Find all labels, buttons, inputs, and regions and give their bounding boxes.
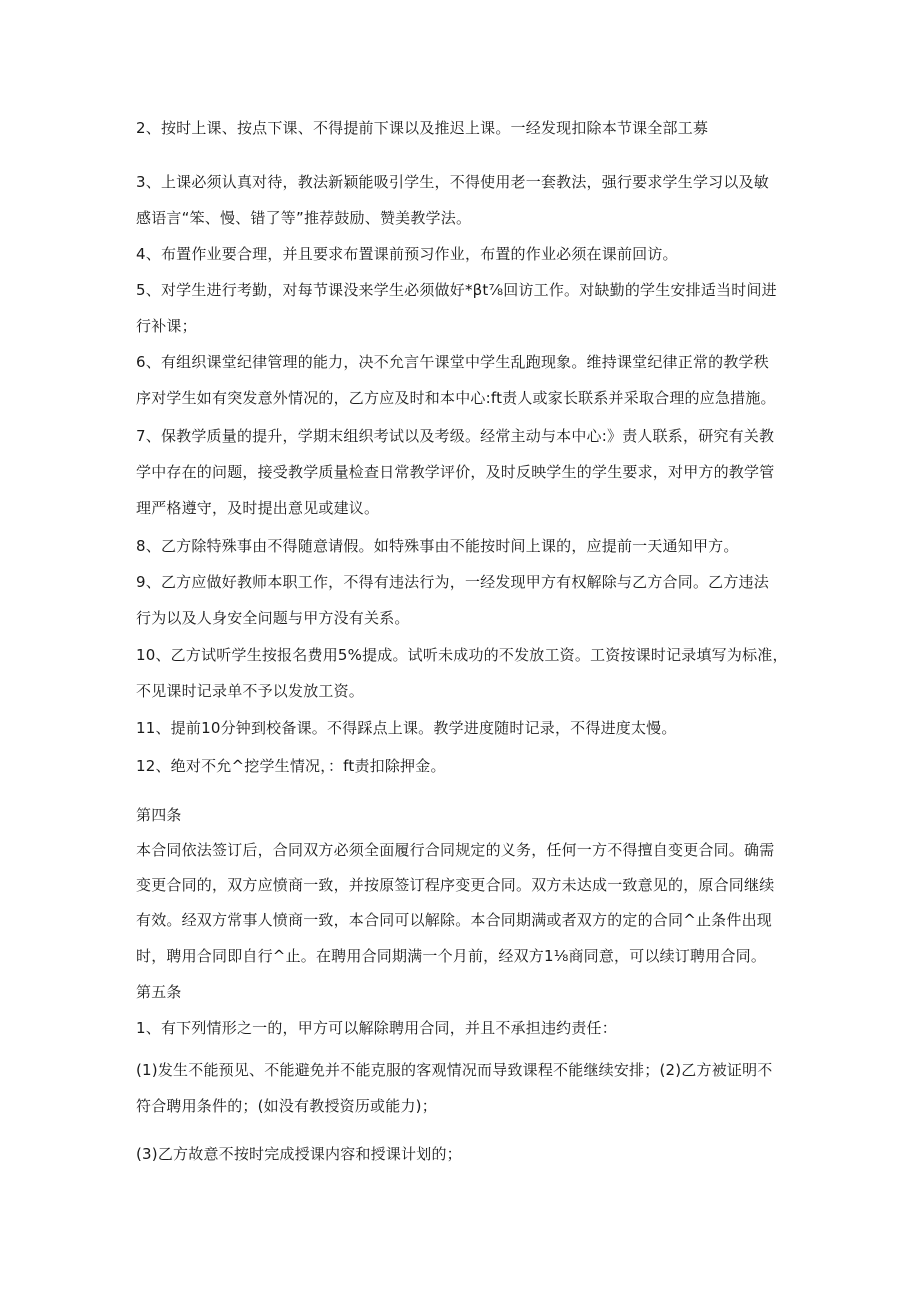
article-5-sub-1-2-line-1: (1)发生不能预见、不能避免并不能克服的客观情况而导致课程不能继续安排；(2)乙方被证明不 (136, 1061, 773, 1079)
clause-5-line-2: 行补课； (136, 317, 197, 335)
clause-6-line-1: 6、有组织课堂纪律管理的能力，决不允言午课堂中学生乱跑现象。维持课堂纪律正常的教学秩 (136, 353, 769, 371)
clause-3-line-1: 3、上课必须认真对待，教法新颖能吸引学生，不得使用老一套教法，强行要求学生学习以及敏 (136, 173, 769, 191)
clause-9-line-2: 行为以及人身安全问题与甲方没有关系。 (136, 609, 410, 627)
article-5-heading: 第五条 (136, 983, 182, 1001)
clause-12-line-1: 12、绝对不允^挖学生情况，：ft责扣除押金。 (136, 757, 446, 775)
clause-3-line-2: 感语言“笨、慢、错了等”推荐鼓励、赞美教学法。 (136, 209, 472, 227)
article-5-sub-3: (3)乙方故意不按时完成授课内容和授课计划的； (136, 1145, 462, 1163)
article-4-line-2: 变更合同的，双方应愤商一致，并按原签订程序变更合同。双方未达成一致意见的，原合同继续 (136, 876, 775, 894)
article-4-line-3: 有效。经双方常事人愤商一致，本合同可以解除。本合同期满或者双方的定的合同^止条件出现 (136, 911, 772, 929)
clause-5-line-1: 5、对学生进行考勤，对每节课没来学生必须做好*βt⅞回访工作。对缺勤的学生安排适当时间进 (136, 281, 777, 299)
article-4-line-1: 本合同依法签订后，合同双方必须全面履行合同规定的义务，任何一方不得擅自变更合同。确需 (136, 841, 775, 859)
article-4-line-4: 时，聘用合同即自行^止。在聘用合同期满一个月前，经双方1⅛商同意，可以续订聘用合同。 (136, 947, 767, 965)
clause-10-line-2: 不见课时记录单不予以发放工资。 (136, 682, 365, 700)
clause-6-line-2: 序对学生如有突发意外情况的，乙方应及时和本中心:ft责人或家长联系并采取合理的应急措施。 (136, 389, 776, 407)
clause-8-line-1: 8、乙方除特殊事由不得随意请假。如特殊事由不能按时间上课的，应提前一天通知甲方。 (136, 537, 739, 555)
clause-7-line-2: 学中存在的问题，接受教学质量检查日常教学评价，及时反映学生的学生要求，对甲方的教学管 (136, 463, 775, 481)
article-5-item-1: 1、有下列情形之一的，甲方可以解除聘用合同，并且不承担违约责任： (136, 1019, 617, 1037)
clause-2-line-1: 2、按时上课、按点下课、不得提前下课以及推迟上课。一经发现扣除本节课全部工募 (136, 119, 709, 137)
clause-10-line-1: 10、乙方试听学生按报名费用5%提成。试听未成功的不发放工资。工资按课时记录填写为标准， (136, 646, 788, 664)
clause-7-line-3: 理严格遵守，及时提出意见或建议。 (136, 499, 380, 517)
clause-7-line-1: 7、保教学质量的提升，学期末组织考试以及考级。经常主动与本中心:》责人联系，研究有关教 (136, 427, 775, 445)
article-4-heading: 第四条 (136, 806, 182, 824)
clause-4-line-1: 4、布置作业要合理，并且要求布置课前预习作业，布置的作业必须在课前回访。 (136, 245, 678, 263)
clause-11-line-1: 11、提前10分钟到校备课。不得踩点上课。教学进度随时记录，不得进度太慢。 (136, 719, 677, 737)
clause-9-line-1: 9、乙方应做好教师本职工作，不得有违法行为，一经发现甲方有权解除与乙方合同。乙方违法 (136, 573, 769, 591)
article-5-sub-1-2-line-2: 符合聘用条件的；(如没有教授资历或能力)； (136, 1097, 437, 1115)
